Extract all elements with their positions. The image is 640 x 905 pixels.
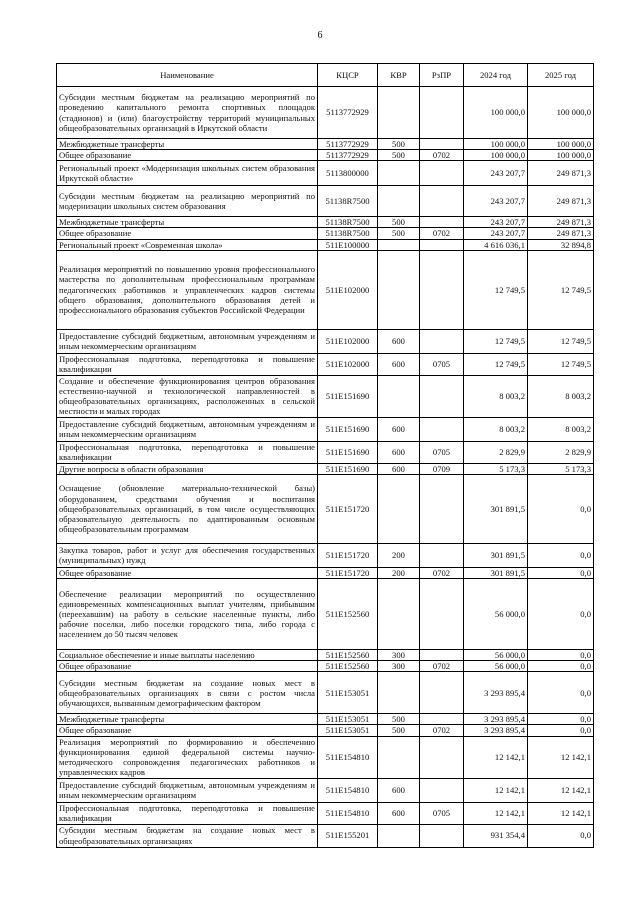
table-row [57,543,594,567]
cell-2025: 0,0 [528,474,594,543]
cell-2025: 0,0 [528,649,594,660]
cell-name: Реализация мероприятий по повышению уровня профессионального мастерства по дополнительным профессиональным программам педагогических работников и управленческих кадров системы общего образования, дополнительного образования детей и профессионального образования субъектов Российской Федерации [57,250,318,329]
cell-kcsr: 511E155201 [318,824,378,847]
cell-kvr: 200 [378,567,420,578]
cell-2024: 3 293 895,4 [464,714,528,725]
table-row [57,150,594,161]
cell-kvr [378,672,420,714]
cell-2025: 0,0 [528,543,594,567]
cell-rzpr [420,578,464,649]
cell-kcsr: 5113772929 [318,87,378,139]
column-header-kvr: КВР [378,64,420,87]
cell-2024: 56 000,0 [464,661,528,672]
cell-2024: 12 142,1 [464,736,528,778]
cell-kcsr: 511E152560 [318,661,378,672]
cell-name: Общее образование [57,567,318,578]
table-header [57,64,594,87]
cell-name: Предоставление субсидий бюджетным, автономным учреждениям и иным некоммерческим организациям [57,778,318,802]
table-row [57,87,594,139]
cell-2024: 12 749,5 [464,353,528,375]
cell-kvr: 500 [378,150,420,161]
cell-rzpr [420,649,464,660]
cell-kcsr: 511E102000 [318,329,378,353]
cell-name: Социальное обеспечение и иные выплаты населению [57,649,318,660]
cell-kvr: 600 [378,441,420,463]
cell-kcsr: 511E151690 [318,441,378,463]
cell-rzpr [420,250,464,329]
table-row [57,250,594,329]
table-row [57,474,594,543]
cell-rzpr: 0702 [420,150,464,161]
cell-2025: 12 142,1 [528,802,594,824]
cell-kcsr: 511E102000 [318,250,378,329]
cell-kvr [378,161,420,186]
cell-2025: 8 003,2 [528,417,594,441]
table-row [57,672,594,714]
table-row [57,802,594,824]
cell-kvr [378,824,420,847]
table-row [57,661,594,672]
table-row [57,736,594,778]
cell-name: Межбюджетные трансферты [57,714,318,725]
cell-rzpr [420,161,464,186]
cell-kcsr: 5113800000 [318,161,378,186]
cell-kcsr: 511E153051 [318,725,378,736]
cell-rzpr: 0702 [420,661,464,672]
cell-rzpr [420,239,464,250]
cell-name: Профессиональная подготовка, переподготовка и повышение квалификации [57,353,318,375]
column-header-rzpr: РзПР [420,64,464,87]
cell-2025: 12 142,1 [528,736,594,778]
cell-2025: 100 000,0 [528,150,594,161]
cell-name: Профессиональная подготовка, переподготовка и повышение квалификации [57,441,318,463]
table-row [57,441,594,463]
cell-name: Оснащение (обновление материально-технической базы) оборудованием, средствами обучения и воспитания общеобразовательных организаций, в том числе осуществляющих образовательную деятельность по адаптированным основным общеобразовательным программам [57,474,318,543]
cell-kvr [378,186,420,217]
cell-2024: 12 749,5 [464,250,528,329]
table-row [57,239,594,250]
cell-2025: 0,0 [528,725,594,736]
cell-rzpr [420,672,464,714]
cell-name: Другие вопросы в области образования [57,463,318,474]
table-body [57,87,594,848]
cell-2025: 12 749,5 [528,353,594,375]
page-number: 6 [317,30,323,41]
cell-name: Региональный проект «Модернизация школьных систем образования Иркутской области» [57,161,318,186]
cell-2024: 12 142,1 [464,778,528,802]
cell-rzpr: 0702 [420,725,464,736]
cell-2025: 0,0 [528,714,594,725]
cell-kcsr: 511E151690 [318,463,378,474]
cell-2024: 8 003,2 [464,417,528,441]
cell-2024: 12 749,5 [464,329,528,353]
cell-kvr [378,239,420,250]
cell-name: Межбюджетные трансферты [57,139,318,150]
cell-rzpr [420,186,464,217]
cell-2024: 3 293 895,4 [464,672,528,714]
cell-kcsr: 511E154810 [318,802,378,824]
cell-rzpr [420,543,464,567]
table-row [57,714,594,725]
cell-kcsr: 511E102000 [318,353,378,375]
cell-rzpr: 0705 [420,802,464,824]
cell-2025: 249 871,3 [528,161,594,186]
cell-kvr: 300 [378,661,420,672]
cell-name: Субсидии местным бюджетам на создание новых мест в общеобразовательных организациях в связи с ростом числа обучающихся, вызванным демографическим фактором [57,672,318,714]
cell-kcsr: 511E152560 [318,578,378,649]
cell-2025: 0,0 [528,578,594,649]
table-row [57,186,594,217]
cell-rzpr: 0705 [420,353,464,375]
cell-2024: 100 000,0 [464,139,528,150]
cell-kcsr: 5113772929 [318,139,378,150]
cell-rzpr [420,375,464,417]
table-row [57,649,594,660]
cell-2024: 56 000,0 [464,649,528,660]
table-row [57,139,594,150]
cell-kvr: 600 [378,329,420,353]
cell-2025: 0,0 [528,672,594,714]
cell-kcsr: 511E151690 [318,375,378,417]
cell-name: Обеспечение реализации мероприятий по осуществлению единовременных компенсационных выплат учителям, прибывшим (переехавшим) на работу в сельские населенные пункты, либо рабочие поселки, либо поселки городского типа, либо города с населением до 50 тысяч человек [57,578,318,649]
cell-kcsr: 511E151720 [318,543,378,567]
cell-2024: 931 354,4 [464,824,528,847]
cell-rzpr [420,417,464,441]
cell-kcsr: 5113772929 [318,150,378,161]
cell-kvr: 500 [378,228,420,239]
cell-kvr: 600 [378,463,420,474]
cell-kcsr: 511E152560 [318,649,378,660]
cell-2024: 243 207,7 [464,217,528,228]
cell-kvr [378,474,420,543]
cell-name: Общее образование [57,150,318,161]
cell-kcsr: 51138R7500 [318,228,378,239]
cell-kvr [378,375,420,417]
cell-2024: 243 207,7 [464,186,528,217]
cell-kcsr: 51138R7500 [318,186,378,217]
cell-2024: 301 891,5 [464,543,528,567]
cell-2025: 32 894,8 [528,239,594,250]
cell-kvr: 600 [378,353,420,375]
cell-2024: 243 207,7 [464,161,528,186]
cell-2025: 12 749,5 [528,329,594,353]
cell-2025: 100 000,0 [528,139,594,150]
cell-rzpr [420,824,464,847]
table-row [57,725,594,736]
cell-2025: 0,0 [528,661,594,672]
table-row [57,578,594,649]
cell-rzpr [420,217,464,228]
table-row [57,161,594,186]
cell-rzpr: 0702 [420,567,464,578]
header-row [57,64,594,87]
cell-rzpr [420,474,464,543]
cell-name: Предоставление субсидий бюджетным, автономным учреждениям и иным некоммерческим организациям [57,329,318,353]
cell-rzpr [420,87,464,139]
cell-2025: 8 003,2 [528,375,594,417]
cell-rzpr [420,714,464,725]
cell-2025: 249 871,3 [528,217,594,228]
cell-name: Субсидии местным бюджетам на реализацию мероприятий по модернизации школьных систем образования [57,186,318,217]
cell-kvr: 500 [378,139,420,150]
cell-kvr [378,736,420,778]
cell-2025: 100 000,0 [528,87,594,139]
cell-kvr [378,578,420,649]
cell-rzpr: 0702 [420,228,464,239]
cell-rzpr [420,139,464,150]
cell-2025: 249 871,3 [528,186,594,217]
cell-2025: 249 871,3 [528,228,594,239]
cell-name: Создание и обеспечение функционирования центров образования естественно-научной и технологической направленностей в общеобразовательных организациях, расположенных в сельской местности и малых городах [57,375,318,417]
cell-kvr: 600 [378,802,420,824]
cell-2024: 243 207,7 [464,228,528,239]
table-row [57,353,594,375]
cell-2025: 0,0 [528,824,594,847]
cell-kvr: 500 [378,725,420,736]
cell-kcsr: 511E151720 [318,567,378,578]
table-row [57,778,594,802]
column-header-name: Наименование [57,64,318,87]
cell-rzpr [420,736,464,778]
cell-kvr [378,87,420,139]
cell-2024: 301 891,5 [464,474,528,543]
cell-kvr: 200 [378,543,420,567]
cell-name: Профессиональная подготовка, переподготовка и повышение квалификации [57,802,318,824]
cell-2024: 12 142,1 [464,802,528,824]
cell-name: Субсидии местным бюджетам на реализацию мероприятий по проведению капитального ремонта спортивных площадок (стадионов) и (или) благоустройству территорий муниципальных общеобразовательных организаций в Иркутской области [57,87,318,139]
cell-2025: 0,0 [528,567,594,578]
cell-name: Субсидии местным бюджетам на создание новых мест в общеобразовательных организациях [57,824,318,847]
table-row [57,375,594,417]
cell-kvr: 500 [378,714,420,725]
cell-2025: 5 173,3 [528,463,594,474]
table-row [57,463,594,474]
cell-kcsr: 511E151690 [318,417,378,441]
cell-name: Региональный проект «Современная школа» [57,239,318,250]
cell-2025: 2 829,9 [528,441,594,463]
cell-kcsr: 511E154810 [318,736,378,778]
cell-2024: 56 000,0 [464,578,528,649]
table-row [57,228,594,239]
table-row [57,417,594,441]
cell-name: Общее образование [57,228,318,239]
cell-2024: 8 003,2 [464,375,528,417]
cell-rzpr [420,778,464,802]
cell-2024: 5 173,3 [464,463,528,474]
table-row [57,329,594,353]
cell-kcsr: 511E154810 [318,778,378,802]
cell-kvr [378,250,420,329]
cell-2024: 100 000,0 [464,150,528,161]
cell-kcsr: 511E100000 [318,239,378,250]
cell-name: Предоставление субсидий бюджетным, автономным учреждениям и иным некоммерческим организациям [57,417,318,441]
table-row [57,217,594,228]
column-header-2025: 2025 год [528,64,594,87]
table-row [57,824,594,847]
cell-kvr: 500 [378,217,420,228]
cell-2024: 4 616 036,1 [464,239,528,250]
cell-name: Реализация мероприятий по формированию и обеспечению функционирования единой федеральной системы научно-методического сопровождения педагогических работников и управленческих кадров [57,736,318,778]
cell-rzpr: 0709 [420,463,464,474]
budget-table [56,63,594,848]
cell-kcsr: 511E151720 [318,474,378,543]
cell-kcsr: 511E153051 [318,672,378,714]
cell-kcsr: 511E153051 [318,714,378,725]
cell-kvr: 600 [378,778,420,802]
cell-name: Общее образование [57,725,318,736]
cell-2024: 301 891,5 [464,567,528,578]
cell-name: Общее образование [57,661,318,672]
table-row [57,567,594,578]
cell-2024: 3 293 895,4 [464,725,528,736]
cell-2024: 2 829,9 [464,441,528,463]
column-header-kcsr: КЦСР [318,64,378,87]
cell-2024: 100 000,0 [464,87,528,139]
cell-kvr: 600 [378,417,420,441]
cell-kcsr: 51138R7500 [318,217,378,228]
cell-2025: 12 749,5 [528,250,594,329]
cell-name: Закупка товаров, работ и услуг для обеспечения государственных (муниципальных) нужд [57,543,318,567]
cell-2025: 12 142,1 [528,778,594,802]
cell-rzpr [420,329,464,353]
column-header-2024: 2024 год [464,64,528,87]
cell-kvr: 300 [378,649,420,660]
cell-name: Межбюджетные трансферты [57,217,318,228]
cell-rzpr: 0705 [420,441,464,463]
